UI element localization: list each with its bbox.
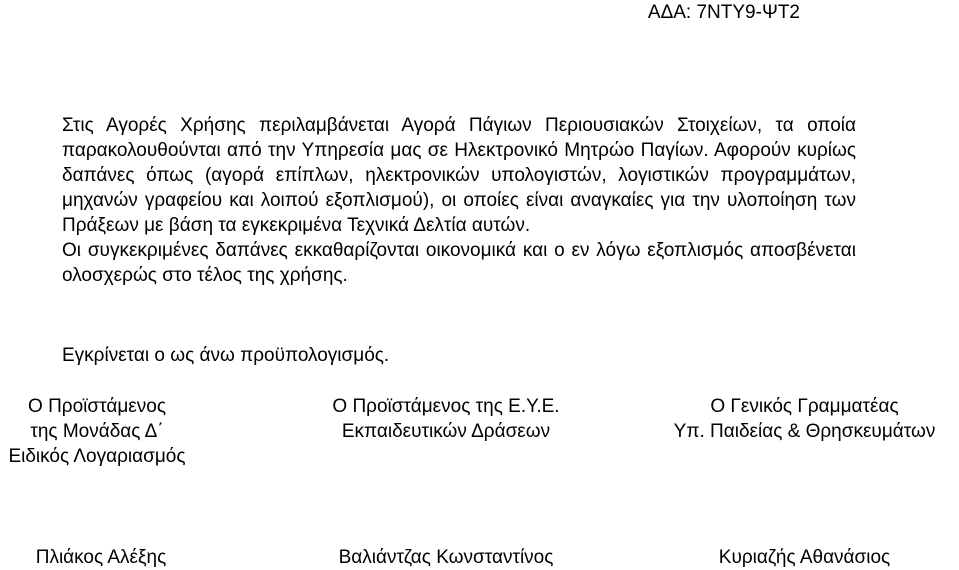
signature-title-line: Ο Γενικός Γραμματέας xyxy=(710,396,899,417)
signature-block-unit-head xyxy=(0,394,194,469)
approval-statement: Εγκρίνεται ο ως άνω προϋπολογισμός. xyxy=(62,345,390,366)
signature-title-line: Ο Προϊστάμενος της Ε.Υ.Ε. xyxy=(332,396,560,417)
document-body xyxy=(62,113,856,288)
signature-title-line: Ο Προϊστάμενος xyxy=(28,396,166,417)
paragraph-fixed-assets: Στις Αγορές Χρήσης περιλαμβάνεται Αγορά Πάγιων Περιουσιακών Στοιχείων, τα οποία παρακολουθούνται από την Υπηρεσία μας σε Ηλεκτρονικό Μητρώο Παγίων. Αφορούν κυρίως δαπάνες όπως (αγορά επίπλων, ηλεκτρονικών υπολογιστών, λογιστικών προγραμμάτων, μηχανών γραφείου και λοιπού εξοπλισμού), οι οποίες είναι αναγκαίες για την υλοποίηση των Πράξεων με βάση τα εγκεκριμένα Τεχνικά Δελτία αυτών. xyxy=(62,115,856,236)
signature-title-line: Εκπαιδευτικών Δράσεων xyxy=(341,421,551,442)
paragraph-depreciation: Οι συγκεκριμένες δαπάνες εκκαθαρίζονται οικονομικά και ο εν λόγω εξοπλισμός αποσβένεται ολοσχερώς στο τέλος της χρήσης. xyxy=(62,240,856,286)
signatory-name: Βαλιάντζας Κωνσταντίνος xyxy=(338,547,554,568)
signature-block-secretary-general xyxy=(650,394,959,444)
signatory-name: Κυριαζής Αθανάσιος xyxy=(718,547,891,568)
ada-code: ΑΔΑ: 7ΝΤΥ9-ΨΤ2 xyxy=(647,2,800,23)
signature-title-line: Ειδικός Λογαριασμός xyxy=(8,446,186,467)
signature-title-line: της Μονάδας Δ΄ xyxy=(30,421,164,442)
signatory-name: Πλιάκος Αλέξης xyxy=(35,547,167,568)
signature-title-line: Υπ. Παιδείας & Θρησκευμάτων xyxy=(673,421,936,442)
signature-block-eye-head xyxy=(290,394,602,444)
